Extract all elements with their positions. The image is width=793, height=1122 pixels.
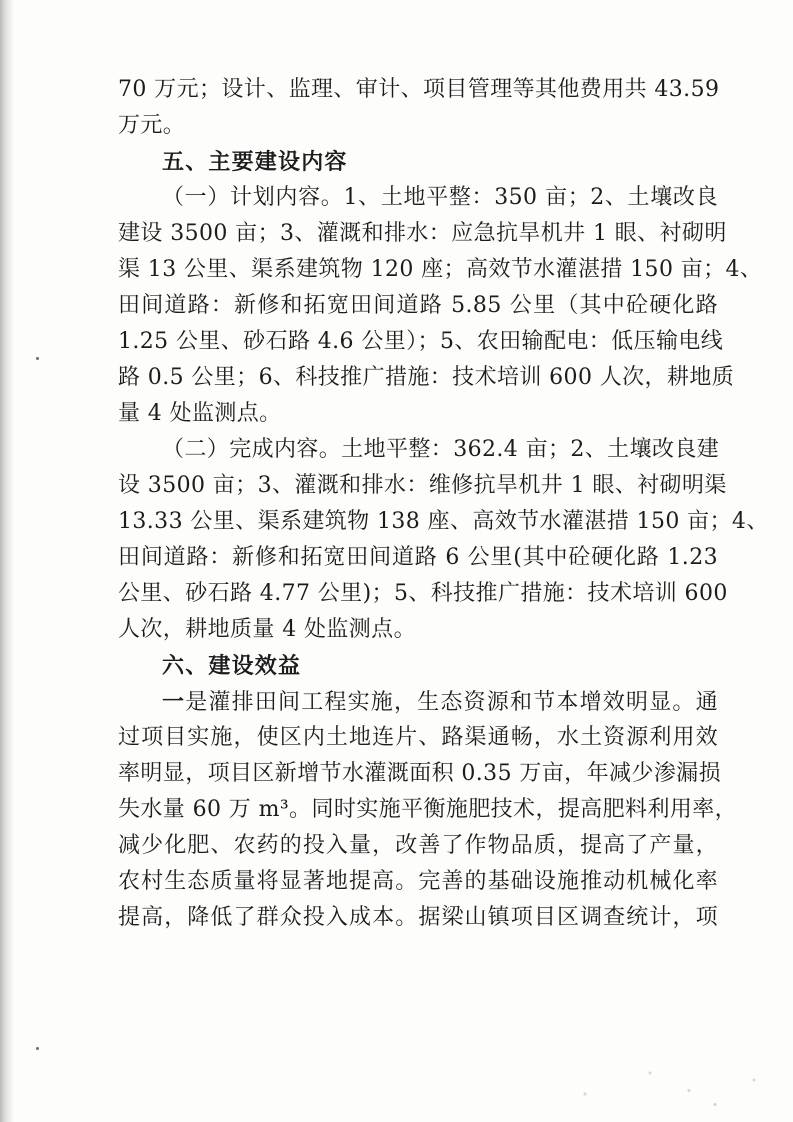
text-line: 失水量 60 万 m³。同时实施平衡施肥技术，提高肥料利用率， <box>118 797 738 822</box>
section-heading-construction-content: 五、主要建设内容 <box>162 149 348 175</box>
text-line: 建设 3500 亩；3、灌溉和排水：应急抗旱机井 1 眼、衬砌明 <box>118 221 727 246</box>
text-line: 万元。 <box>118 113 186 138</box>
binding-hole-mark <box>36 1047 39 1050</box>
text-line: 70 万元；设计、监理、审计、项目管理等其他费用共 43.59 <box>118 77 720 102</box>
text-line: 1.25 公里、砂石路 4.6 公里）；5、农田输配电：低压输电线 <box>118 329 724 354</box>
section-heading-benefits: 六、建设效益 <box>162 653 302 679</box>
text-line: 田间道路：新修和拓宽田间道路 5.85 公里（其中砼硬化路 <box>118 293 718 318</box>
page-edge-shadow <box>0 0 14 1122</box>
binding-hole-mark <box>36 357 39 360</box>
scan-noise <box>533 1052 793 1122</box>
text-line: 量 4 处监测点。 <box>118 401 282 426</box>
text-line: 路 0.5 公里；6、科技推广措施：技术培训 600 人次，耕地质 <box>118 365 735 390</box>
text-line: 率明显，项目区新增节水灌溉面积 0.35 万亩，年减少渗漏损 <box>118 761 721 786</box>
text-line: 过项目实施，使区内土地连片、路渠通畅，水土资源利用效 <box>118 725 718 750</box>
lead-word: 一 <box>162 689 186 715</box>
text-line-rest: 是灌排田间工程实施，生态资源和节本增效明显。通 <box>185 690 718 715</box>
text-line: 公里、砂石路 4.77 公里)；5、科技推广措施：技术培训 600 <box>118 581 728 606</box>
text-line: （一）计划内容。1、土地平整：350 亩；2、土壤改良 <box>162 185 718 210</box>
text-line: 田间道路：新修和拓宽田间道路 6 公里(其中砼硬化路 1.23 <box>118 545 718 570</box>
text-line: 渠 13 公里、渠系建筑物 120 座；高效节水灌湛措 150 亩；4、 <box>118 257 763 282</box>
text-line: 农村生态质量将显著地提高。完善的基础设施推动机械化率 <box>118 869 718 894</box>
text-line: 13.33 公里、渠系建筑物 138 座、高效节水灌湛措 150 亩；4、 <box>118 509 769 534</box>
text-line: 设 3500 亩；3、灌溉和排水：维修抗旱机井 1 眼、衬砌明渠 <box>118 473 727 498</box>
document-body <box>118 72 769 936</box>
text-line: （二）完成内容。土地平整：362.4 亩；2、土壤改良建 <box>162 437 720 462</box>
text-line: 减少化肥、农药的投入量，改善了作物品质，提高了产量， <box>118 833 718 858</box>
text-line: 人次，耕地质量 4 处监测点。 <box>118 617 416 642</box>
text-line <box>118 684 718 720</box>
text-line: 提高，降低了群众投入成本。据梁山镇项目区调查统计，项 <box>118 905 718 930</box>
